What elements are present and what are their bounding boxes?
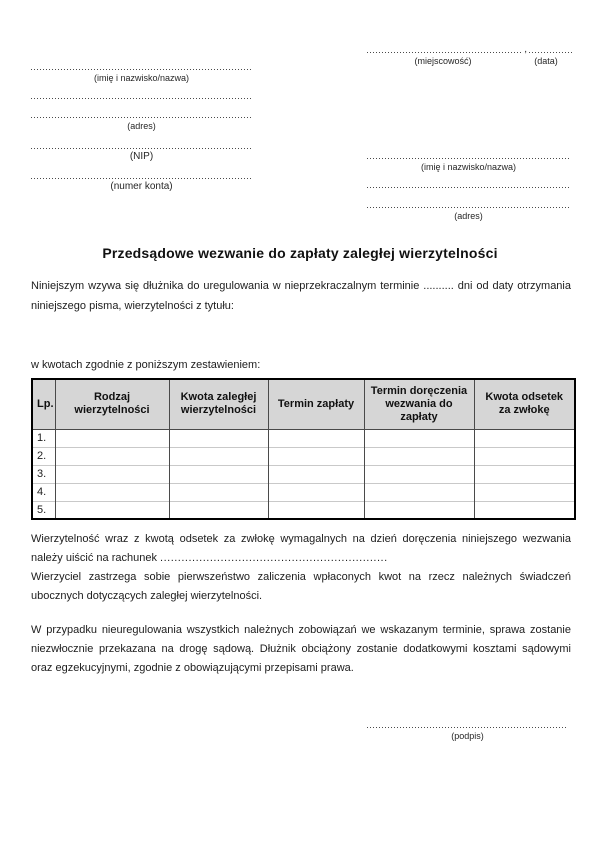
place-date-block [367, 44, 573, 66]
date-label: (data) [534, 56, 558, 66]
sender-address-field-line2 [31, 116, 252, 131]
intro-line-2: niniejszego pisma, wierzytelności z tytułu: [31, 300, 234, 312]
cell-lp: 2. [32, 447, 55, 465]
cell-termin-doreczenia [364, 501, 474, 519]
table-row [32, 483, 575, 501]
sender-address-field-line1 [31, 97, 252, 99]
col-header-termin-zaplaty: Termin zapłaty [268, 379, 364, 429]
page-title: Przedsądowe wezwanie do zapłaty zaległej wierzytelności [102, 245, 498, 261]
signature-fill-line [367, 726, 568, 728]
recipient-address-fill-line-1 [367, 186, 570, 188]
intro-paragraph [31, 276, 571, 316]
place-label: (miejscowość) [414, 56, 472, 66]
cell-rodzaj [55, 483, 169, 501]
recipient-name-field [367, 157, 570, 172]
cell-lp: 3. [32, 465, 55, 483]
recipient-address-fill-line-2 [367, 206, 570, 208]
cell-termin-doreczenia [364, 483, 474, 501]
cell-termin-doreczenia [364, 465, 474, 483]
cell-kwota-odsetek [474, 429, 575, 447]
col-header-termin-doreczenia: Termin doręczenia wezwania do zapłaty [364, 379, 474, 429]
sender-address-label: (adres) [127, 121, 156, 131]
cell-termin-doreczenia [364, 429, 474, 447]
cell-kwota-zaleglej [169, 465, 268, 483]
cell-termin-doreczenia [364, 447, 474, 465]
account-fill-dots: ................................................................ [160, 552, 388, 564]
payment-line-1: Wierzytelność wraz z kwotą odsetek za zwłokę wymagalnych na dzień doręczenia niniejszego wezwania [31, 533, 571, 545]
debt-table [31, 378, 576, 520]
cell-rodzaj [55, 447, 169, 465]
cell-rodzaj [55, 429, 169, 447]
payment-paragraph [31, 530, 571, 606]
place-date-separator: , [524, 44, 527, 55]
table-row [32, 501, 575, 519]
signature-field [367, 726, 568, 741]
cell-termin-zaplaty [268, 465, 364, 483]
place-fill-line [367, 51, 522, 53]
sender-address-fill-line-1 [31, 97, 252, 99]
cell-termin-zaplaty [268, 447, 364, 465]
recipient-name-fill-line [367, 157, 570, 159]
table-row [32, 447, 575, 465]
account-sentence-text: należy uiścić na rachunek [31, 552, 157, 564]
priority-line-2: ubocznych dotyczących zaległej wierzytelności. [31, 590, 263, 602]
cell-rodzaj [55, 501, 169, 519]
sender-nip-label: (NIP) [129, 151, 154, 162]
cell-kwota-zaleglej [169, 501, 268, 519]
col-header-kwota-zaleglej: Kwota zaległej wierzytelności [169, 379, 268, 429]
sender-name-field [31, 68, 252, 83]
sender-nip-field [31, 147, 252, 162]
cell-kwota-zaleglej [169, 429, 268, 447]
cell-termin-zaplaty [268, 483, 364, 501]
recipient-name-label: (imię i nazwisko/nazwa) [420, 162, 517, 172]
cell-termin-zaplaty [268, 429, 364, 447]
cell-kwota-zaleglej [169, 447, 268, 465]
col-header-rodzaj: Rodzaj wierzytelności [55, 379, 169, 429]
table-row [32, 465, 575, 483]
sender-account-label: (numer konta) [110, 181, 173, 192]
cell-rodzaj [55, 465, 169, 483]
cell-kwota-odsetek [474, 501, 575, 519]
sender-name-label: (imię i nazwisko/nazwa) [93, 73, 190, 83]
consequences-line-3: oraz egzekucyjnymi, zgodnie z obowiązującymi przepisami prawa. [31, 662, 354, 674]
consequences-paragraph [31, 621, 571, 678]
sender-account-fill-line [31, 177, 252, 179]
cell-kwota-odsetek [474, 447, 575, 465]
col-header-kwota-odsetek: Kwota odsetek za zwłokę [474, 379, 575, 429]
cell-lp: 1. [37, 432, 47, 444]
col-header-lp: Lp. [32, 379, 55, 429]
cell-kwota-odsetek [474, 483, 575, 501]
consequences-line-1: W przypadku nieuregulowania wszystkich należnych zobowiązań we wskazanym terminie, sprawa zostanie [31, 624, 571, 636]
table-header-row [32, 379, 575, 429]
recipient-address-field-line1 [367, 186, 570, 188]
place-date-line [367, 44, 573, 55]
sender-nip-fill-line [31, 147, 252, 149]
recipient-address-label: (adres) [454, 211, 483, 221]
cell-lp: 4. [32, 483, 55, 501]
table-caption: w kwotach zgodnie z poniższym zestawieniem: [31, 359, 261, 371]
consequences-line-2: niezwłocznie przekazana na drogę sądową. Dłużnik obciążony zostanie dodatkowymi kosztami sądowymi [31, 643, 571, 655]
signature-label: (podpis) [451, 731, 484, 741]
priority-line-1: Wierzyciel zastrzega sobie pierwszeństwo zaliczenia wpłaconych kwot na rzecz należnych świadczeń [31, 571, 571, 583]
cell-lp: 5. [32, 501, 55, 519]
date-fill-line [529, 51, 573, 53]
sender-name-fill-line [31, 68, 252, 70]
payment-line-2 [31, 549, 571, 568]
recipient-address-field-line2 [367, 206, 570, 221]
cell-kwota-odsetek [474, 465, 575, 483]
cell-kwota-zaleglej [169, 483, 268, 501]
table-row [32, 429, 575, 447]
intro-line-1: Niniejszym wzywa się dłużnika do uregulowania w nieprzekraczalnym terminie .......... dni od daty otrzymania [31, 280, 571, 292]
sender-account-field [31, 177, 252, 192]
cell-termin-zaplaty [268, 501, 364, 519]
sender-address-fill-line-2 [31, 116, 252, 118]
